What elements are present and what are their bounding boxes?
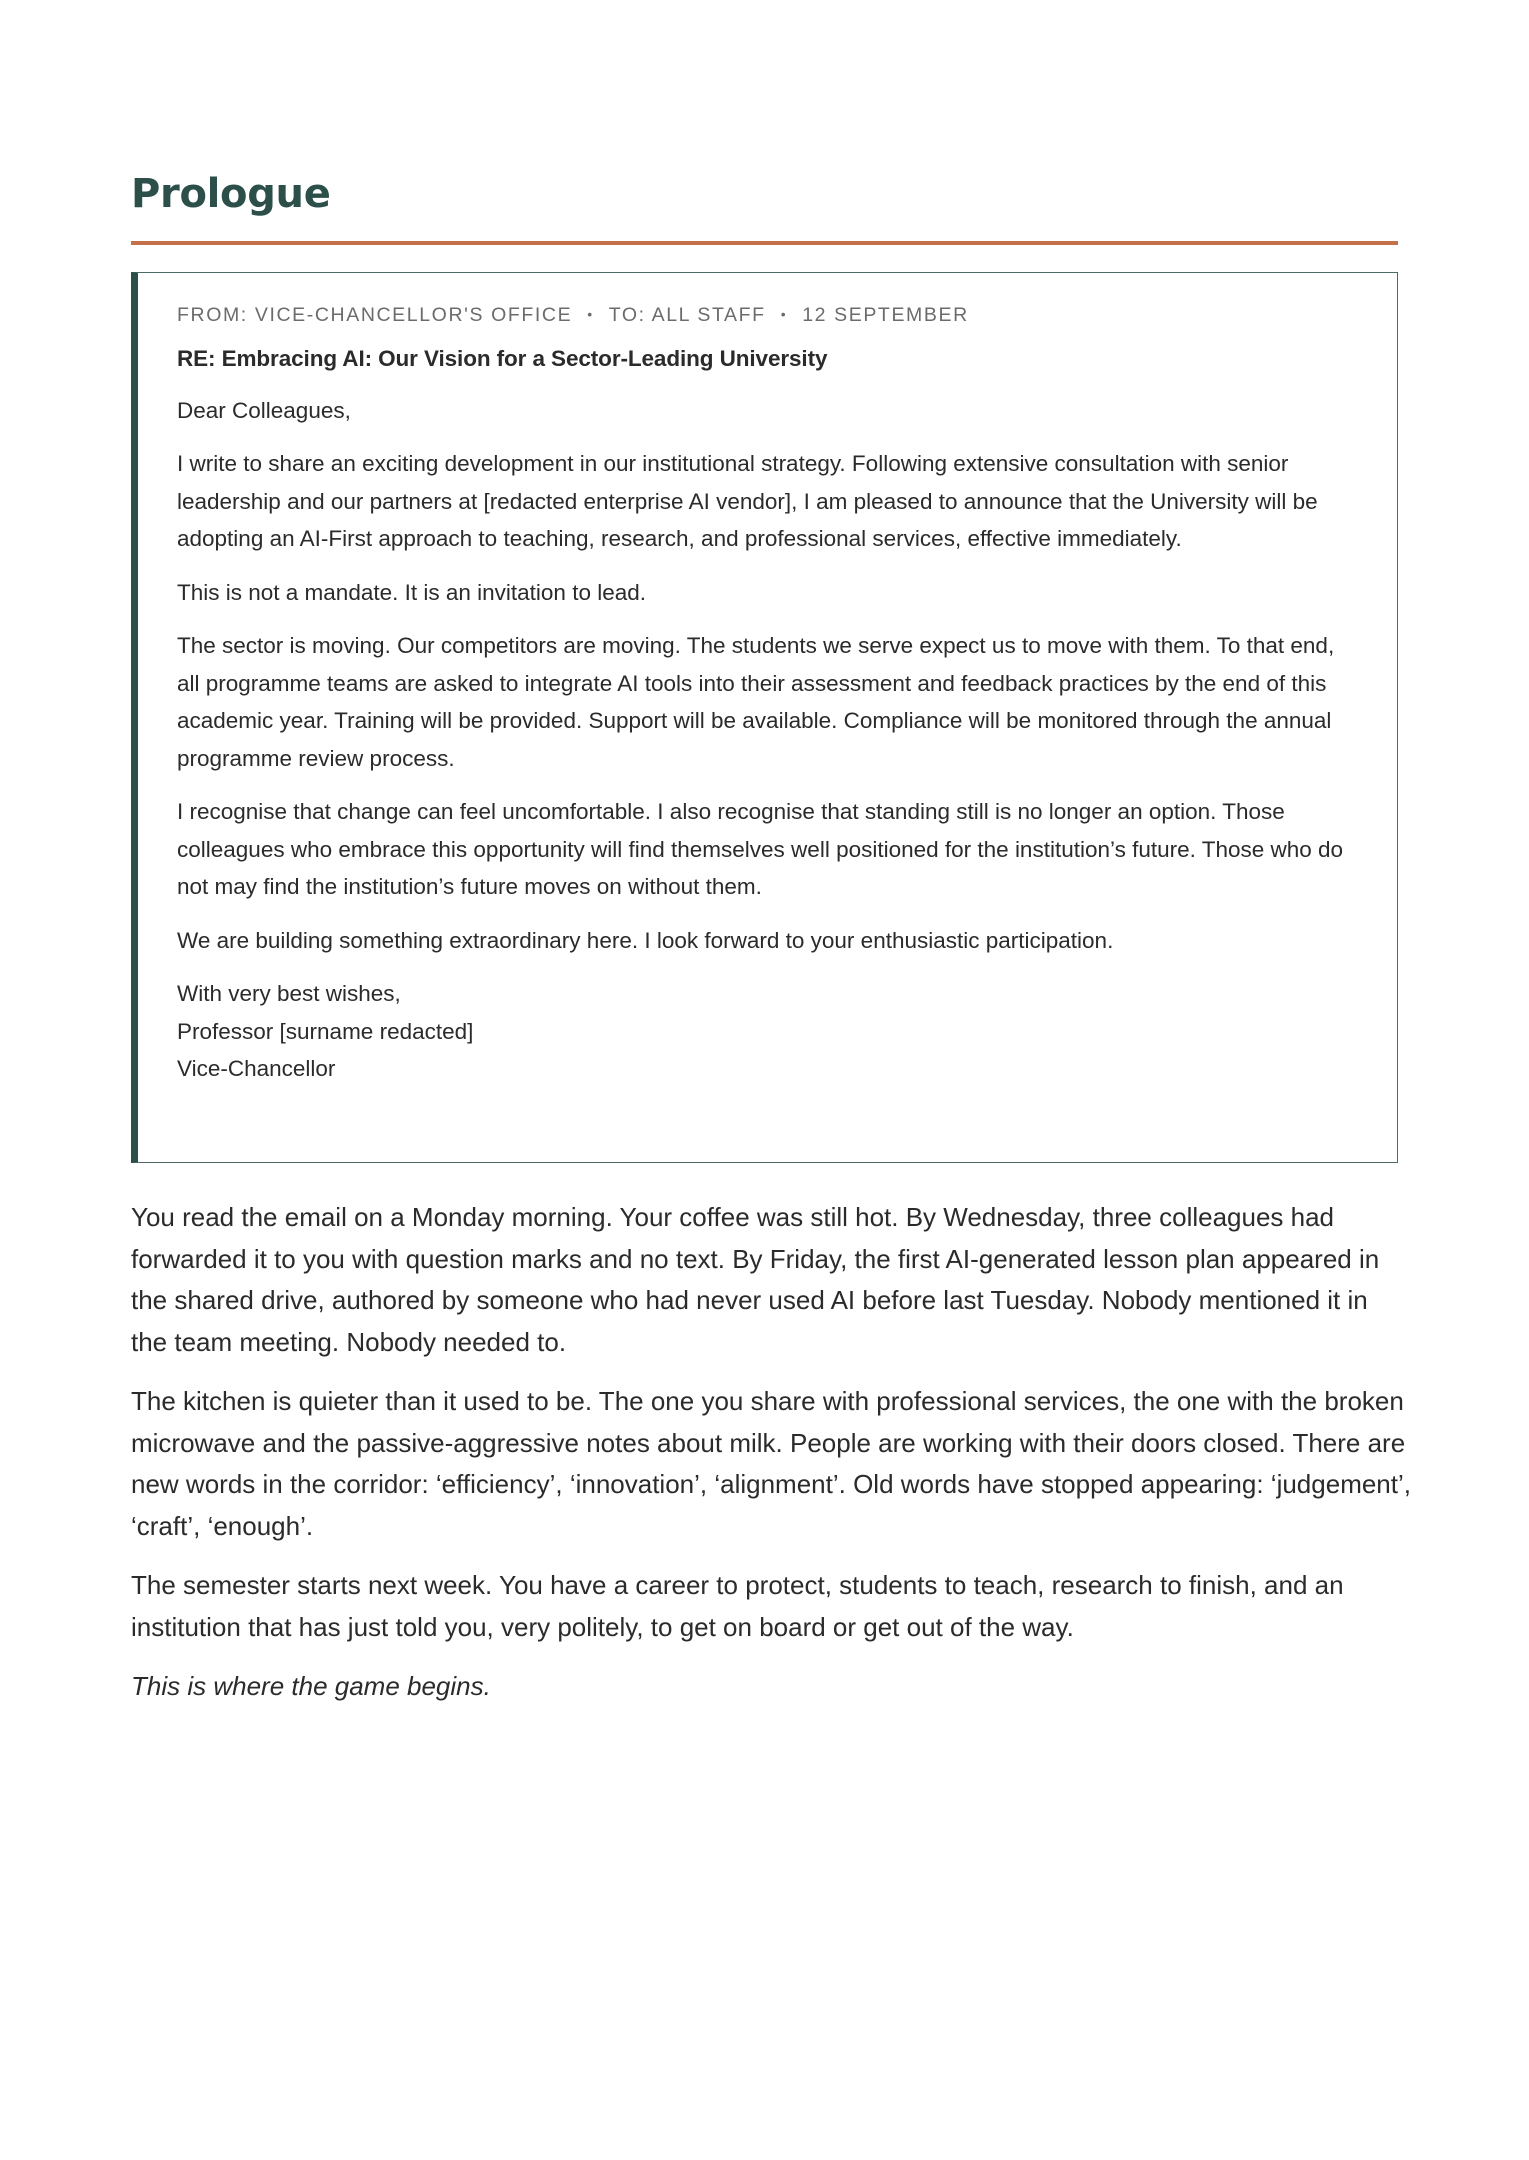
title-divider bbox=[131, 241, 1398, 245]
email-paragraph: I write to share an exciting development in our institutional strategy. Following extensive consultation with senior leadership and our partners at [redacted enterprise AI vendor], I am pleased to announce that the University will be adopting an AI-First approach to teaching, research, and professional services, effective immediately. bbox=[177, 451, 1318, 551]
narrative bbox=[131, 1197, 1411, 1726]
chapter-title: Prologue bbox=[131, 171, 331, 217]
email-subject: RE: Embracing AI: Our Vision for a Sector-Leading University bbox=[177, 346, 828, 371]
bullet-separator-icon: • bbox=[780, 306, 788, 322]
email-from: FROM: VICE-CHANCELLOR'S OFFICE bbox=[177, 304, 573, 326]
email-signature bbox=[177, 975, 1357, 1088]
signature-signoff: With very best wishes, bbox=[177, 981, 401, 1006]
narrative-paragraph: The kitchen is quieter than it used to be. The one you share with professional services, the one with the broken microwave and the passive-aggressive notes about milk. People are working with their doors closed. There are new words in the corridor: ‘efficiency’, ‘innovation’, ‘alignment’. Old words have stopped appearing: ‘judgement’, ‘craft’, ‘enough’. bbox=[131, 1386, 1411, 1541]
email-greeting: Dear Colleagues, bbox=[177, 397, 351, 423]
signature-name: Professor [surname redacted] bbox=[177, 1018, 474, 1044]
narrative-paragraph: You read the email on a Monday morning. Your coffee was still hot. By Wednesday, three colleagues had forwarded it to you with question marks and no text. By Friday, the first AI-generated lesson plan appeared in the shared drive, authored by someone who had never used AI before last Tuesday. Nobody mentioned it in the team meeting. Nobody needed to. bbox=[131, 1202, 1380, 1357]
bullet-separator-icon: • bbox=[587, 306, 594, 322]
email-paragraph: We are building something extraordinary here. I look forward to your enthusiastic participation. bbox=[177, 927, 1114, 953]
email-paragraph: I recognise that change can feel uncomfortable. I also recognise that standing still is no longer an option. Those colleagues who embrace this opportunity will find themselves well positioned for the institution’s future. Those who do not may find the institution’s future moves on without them. bbox=[177, 799, 1344, 899]
email-date: 12 SEPTEMBER bbox=[802, 304, 969, 326]
email-paragraph: This is not a mandate. It is an invitation to lead. bbox=[177, 579, 647, 605]
email-to: TO: ALL STAFF bbox=[608, 304, 766, 326]
email-paragraph: The sector is moving. Our competitors are moving. The students we serve expect us to move with them. To that end, all programme teams are asked to integrate AI tools into their assessment and feedback practices by the end of this academic year. Training will be provided. Support will be available. Compliance will be monitored through the annual programme review process. bbox=[177, 633, 1335, 771]
signature-role: Vice-Chancellor bbox=[177, 1056, 336, 1081]
email-callout bbox=[131, 272, 1398, 1163]
email-meta bbox=[177, 301, 1357, 328]
narrative-closing: This is where the game begins. bbox=[131, 1671, 491, 1701]
narrative-paragraph: The semester starts next week. You have a career to protect, students to teach, research to finish, and an institution that has just told you, very politely, to get on board or get out of the way. bbox=[131, 1570, 1344, 1642]
